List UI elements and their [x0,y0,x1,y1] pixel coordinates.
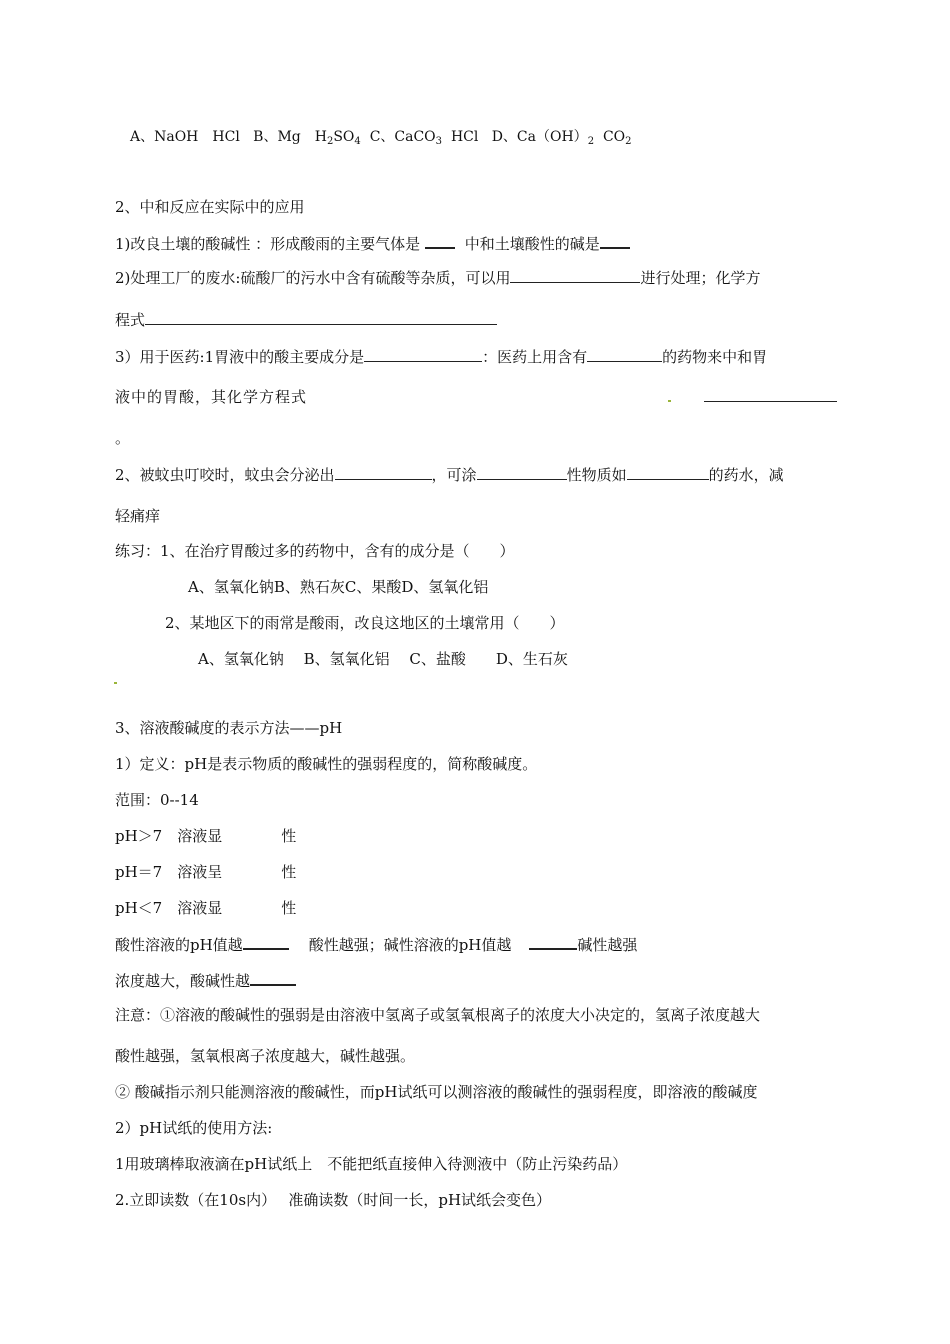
ph-range: 范围：0--14 [115,791,199,809]
practice-question-1: 练习：1、在治疗胃酸过多的药物中，含有的成分是（ ） [115,542,515,560]
practice-question-1-options: A、氢氧化钠B、熟石灰C、果酸D、氢氧化铝 [188,578,489,596]
blank-wastewater-agent[interactable] [510,268,640,283]
ph-paper-step-1: 1用玻璃棒取液滴在pH试纸上 不能把纸直接伸入待测液中（防止污染药品） [115,1155,628,1173]
blank-mosquito-secretion[interactable] [335,465,432,480]
blank-example[interactable] [627,465,709,480]
mosquito-line: 2、被蚊虫叮咬时，蚊虫会分泌出 ，可涂 性物质如 的药水，减 [115,466,784,484]
note-line-3: ② 酸碱指示剂只能测溶液的酸碱性，而pH试纸可以测溶液的酸碱性的强弱程度，即溶液的酸碱度 [115,1083,758,1101]
practice-question-2: 2、某地区下的雨常是酸雨，改良这地区的土壤常用（ ） [165,614,565,632]
option-c: C、CaCO$_3$ HCl [369,129,479,147]
relief-line: 轻痛痒 [115,507,161,525]
option-d: D、$Ca(OH)_2$ $CO_2$ [491,129,632,147]
medicine-line: 3）用于医药:1胃液中的酸主要成分是 ：医药上用含有 的药物来中和胃 [115,348,768,366]
ph-paper-step-2: 2.立即读数（在10s内） 准确读数（时间一长，pH试纸会变色） [115,1191,552,1209]
stomach-equation-blank [704,387,837,407]
ph-acidity-line: 酸性溶液的pH值越 酸性越强；碱性溶液的pH值越 碱性越强 [115,936,638,954]
mark [668,400,671,402]
ph-definition: 1）定义：pH是表示物质的酸碱性的强弱程度的，简称酸碱度。 [115,755,538,773]
option-b: B、Mg $H_2SO_4$ [253,129,361,147]
blank-equation[interactable] [145,310,497,325]
stomach-equation-line: 液中的胃酸，其化学方程式 [115,388,308,406]
equation-line: 程式 [115,310,497,330]
practice-question-2-options: A、氢氧化钠 B、氢氧化铝 C、盐酸 D、生石灰 [198,650,568,668]
ph-less-7: pH＜7 溶液显 性 [115,899,297,917]
ph-greater-7: pH＞7 溶液显 性 [115,827,297,845]
note-line-1: 注意：①溶液的酸碱性的强弱是由溶液中氢离子或氢氧根离子的浓度大小决定的，氢离子浓度越大 [115,1006,761,1024]
answer-options-line [130,127,632,152]
blank-medicine-ingredient[interactable] [587,347,662,362]
blank-soil-base[interactable] [600,233,630,249]
blank-stomach-acid[interactable] [364,347,482,362]
blank-property[interactable] [477,465,567,480]
mark [114,682,117,684]
section-heading-ph: 3、溶液酸碱度的表示方法——pH [115,719,343,737]
wastewater-line: 2)处理工厂的废水:硫酸厂的污水中含有硫酸等杂质，可以用 进行处理；化学方 [115,269,761,287]
ph-paper-usage-title: 2）pH试纸的使用方法: [115,1119,273,1137]
blank-concentration[interactable] [250,970,296,986]
blank-base-ph[interactable] [529,934,577,950]
soil-line: 1)改良土壤的酸碱性 ：形成酸雨的主要气体是 中和土壤酸性的碱是 [115,233,630,254]
option-a: A、NaOH HCl [130,129,240,145]
section-heading-neutralization: 2、中和反应在实际中的应用 [115,198,305,216]
blank-acid-ph[interactable] [243,934,289,950]
period-line: 。 [115,429,131,447]
blank-stomach-equation[interactable] [704,387,837,402]
ph-equal-7: pH＝7 溶液呈 性 [115,863,297,881]
note-line-2: 酸性越强，氢氧根离子浓度越大，碱性越强。 [115,1047,416,1065]
concentration-line: 浓度越大，酸碱性越 [115,970,296,991]
blank-acid-rain-gas[interactable] [425,233,455,249]
